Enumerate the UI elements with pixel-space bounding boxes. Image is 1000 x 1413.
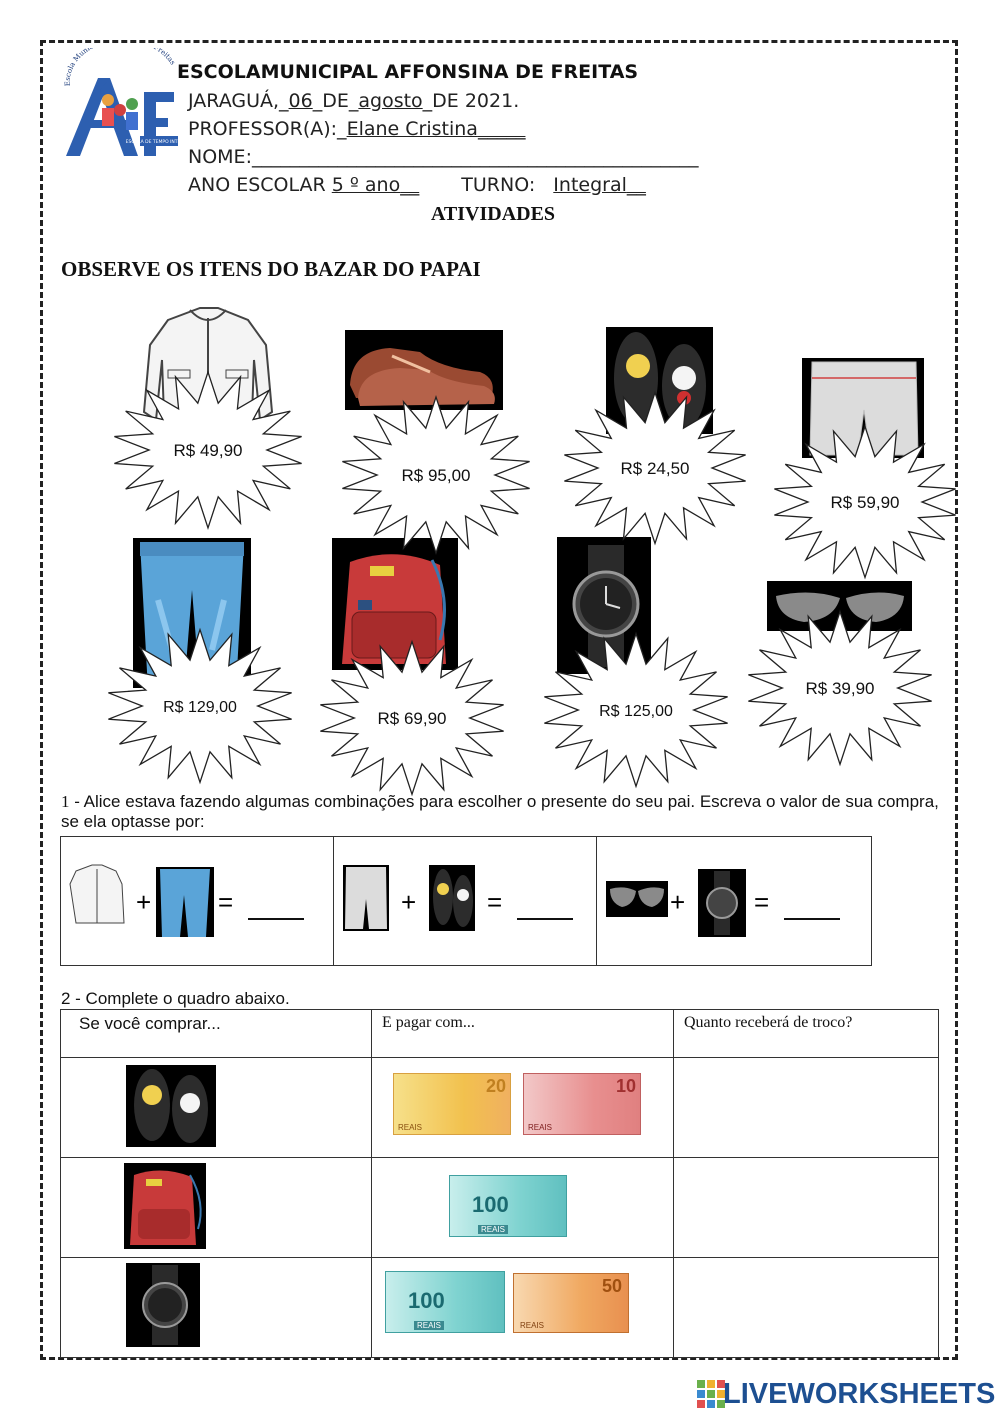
banknote-label: REAIS	[478, 1225, 508, 1234]
logo-band: ESCOLA DE TEMPO INTEG	[125, 140, 183, 145]
column-header-buy: Se você comprar...	[61, 1010, 372, 1058]
question1-text	[61, 792, 941, 832]
price-label: R$ 129,00	[163, 699, 237, 716]
equals-sign: =	[487, 887, 503, 917]
banknote-100	[385, 1271, 505, 1333]
row3-item	[61, 1258, 372, 1358]
watch-icon	[62, 1259, 354, 1351]
teacher-name: Elane Cristina	[346, 118, 478, 140]
row1-change-answer[interactable]	[674, 1058, 939, 1158]
question1-statement: - Alice estava fazendo algumas combinações para escolher o presente do seu pai. Escreva o valor de sua compra, se ela optasse por:	[61, 792, 939, 831]
student-name-line[interactable]: NOME:_______________________________________________	[188, 146, 699, 168]
equals-sign: =	[754, 887, 770, 917]
price-label: R$ 125,00	[599, 703, 673, 720]
grade-value: 5 º ano	[331, 174, 401, 196]
jeans-icon	[156, 867, 214, 937]
row1-item	[61, 1058, 372, 1158]
question1-number: 1	[61, 792, 70, 811]
combination-cell-1	[61, 837, 334, 966]
plus-sign: +	[136, 887, 152, 917]
section-heading: OBSERVE OS ITENS DO BAZAR DO PAPAI	[61, 257, 481, 281]
flip-flops-icon	[429, 865, 475, 931]
shift-value: Integral	[553, 174, 627, 196]
price-label: R$ 24,50	[620, 459, 690, 478]
banknote-20	[393, 1073, 511, 1135]
combination-cell-3	[597, 837, 872, 966]
banknote-value: 20	[485, 1076, 506, 1096]
banknote-value: 100	[408, 1288, 445, 1313]
price-label: R$ 49,90	[173, 441, 243, 460]
brand-name: LIVEWORKSHEETS	[723, 1378, 996, 1410]
jacket-icon	[70, 865, 124, 923]
watch-icon	[698, 869, 746, 937]
plus-sign: +	[401, 887, 417, 917]
shift-tail: __	[626, 174, 646, 196]
banknote-label: REAIS	[528, 1123, 553, 1132]
banknote-10	[523, 1073, 641, 1135]
page-title: ATIVIDADES	[430, 203, 556, 225]
banknote-label: REAIS	[520, 1321, 545, 1330]
banknote-50	[513, 1273, 629, 1333]
date-sep1: _DE_	[312, 90, 359, 112]
banknote-value: 100	[472, 1192, 509, 1217]
plus-sign: +	[670, 887, 686, 917]
change-table	[60, 1009, 939, 1358]
backpack-icon	[62, 1159, 354, 1251]
shift-label: TURNO:	[461, 174, 536, 196]
date-month: agosto	[358, 90, 423, 112]
teacher-tail: _____	[477, 118, 526, 140]
school-name: ESCOLAMUNICIPAL AFFONSINA DE FREITAS	[177, 61, 639, 83]
row2-change-answer[interactable]	[674, 1158, 939, 1258]
banknote-value: 50	[601, 1276, 622, 1296]
combination-table	[60, 836, 872, 966]
price-label: R$ 39,90	[805, 679, 875, 698]
banknote-value: 10	[615, 1076, 636, 1096]
question2-text: 2 - Complete o quadro abaixo.	[61, 989, 290, 1008]
row3-change-answer[interactable]	[674, 1258, 939, 1358]
logo-text: Escola Muni reitas	[63, 48, 177, 87]
column-header-pay: E pagar com...	[372, 1010, 674, 1058]
grade-tail: __	[400, 174, 420, 196]
column-header-change: Quanto receberá de troco?	[674, 1010, 939, 1058]
price-label: R$ 95,00	[401, 466, 471, 485]
banknote-100	[449, 1175, 567, 1237]
banknote-label: REAIS	[414, 1321, 444, 1330]
row2-item	[61, 1158, 372, 1258]
teacher-label: PROFESSOR(A):_	[188, 118, 347, 140]
row2-payment	[372, 1158, 674, 1258]
flip-flops-icon	[62, 1059, 354, 1151]
row1-payment	[372, 1058, 674, 1158]
price-label: R$ 59,90	[830, 493, 900, 512]
date-sep2: _DE 2021.	[422, 90, 520, 112]
equals-sign: =	[218, 887, 234, 917]
date-day: 06	[288, 90, 313, 112]
banknote-label: REAIS	[398, 1123, 423, 1132]
sunglasses-icon	[606, 881, 668, 917]
row3-payment	[372, 1258, 674, 1358]
price-label: R$ 69,90	[377, 709, 447, 728]
combination-cell-2	[334, 837, 597, 966]
shorts-icon	[343, 865, 389, 931]
city-date-prefix: JARAGUÁ,_	[188, 90, 289, 112]
grade-label: ANO ESCOLAR	[188, 174, 326, 196]
